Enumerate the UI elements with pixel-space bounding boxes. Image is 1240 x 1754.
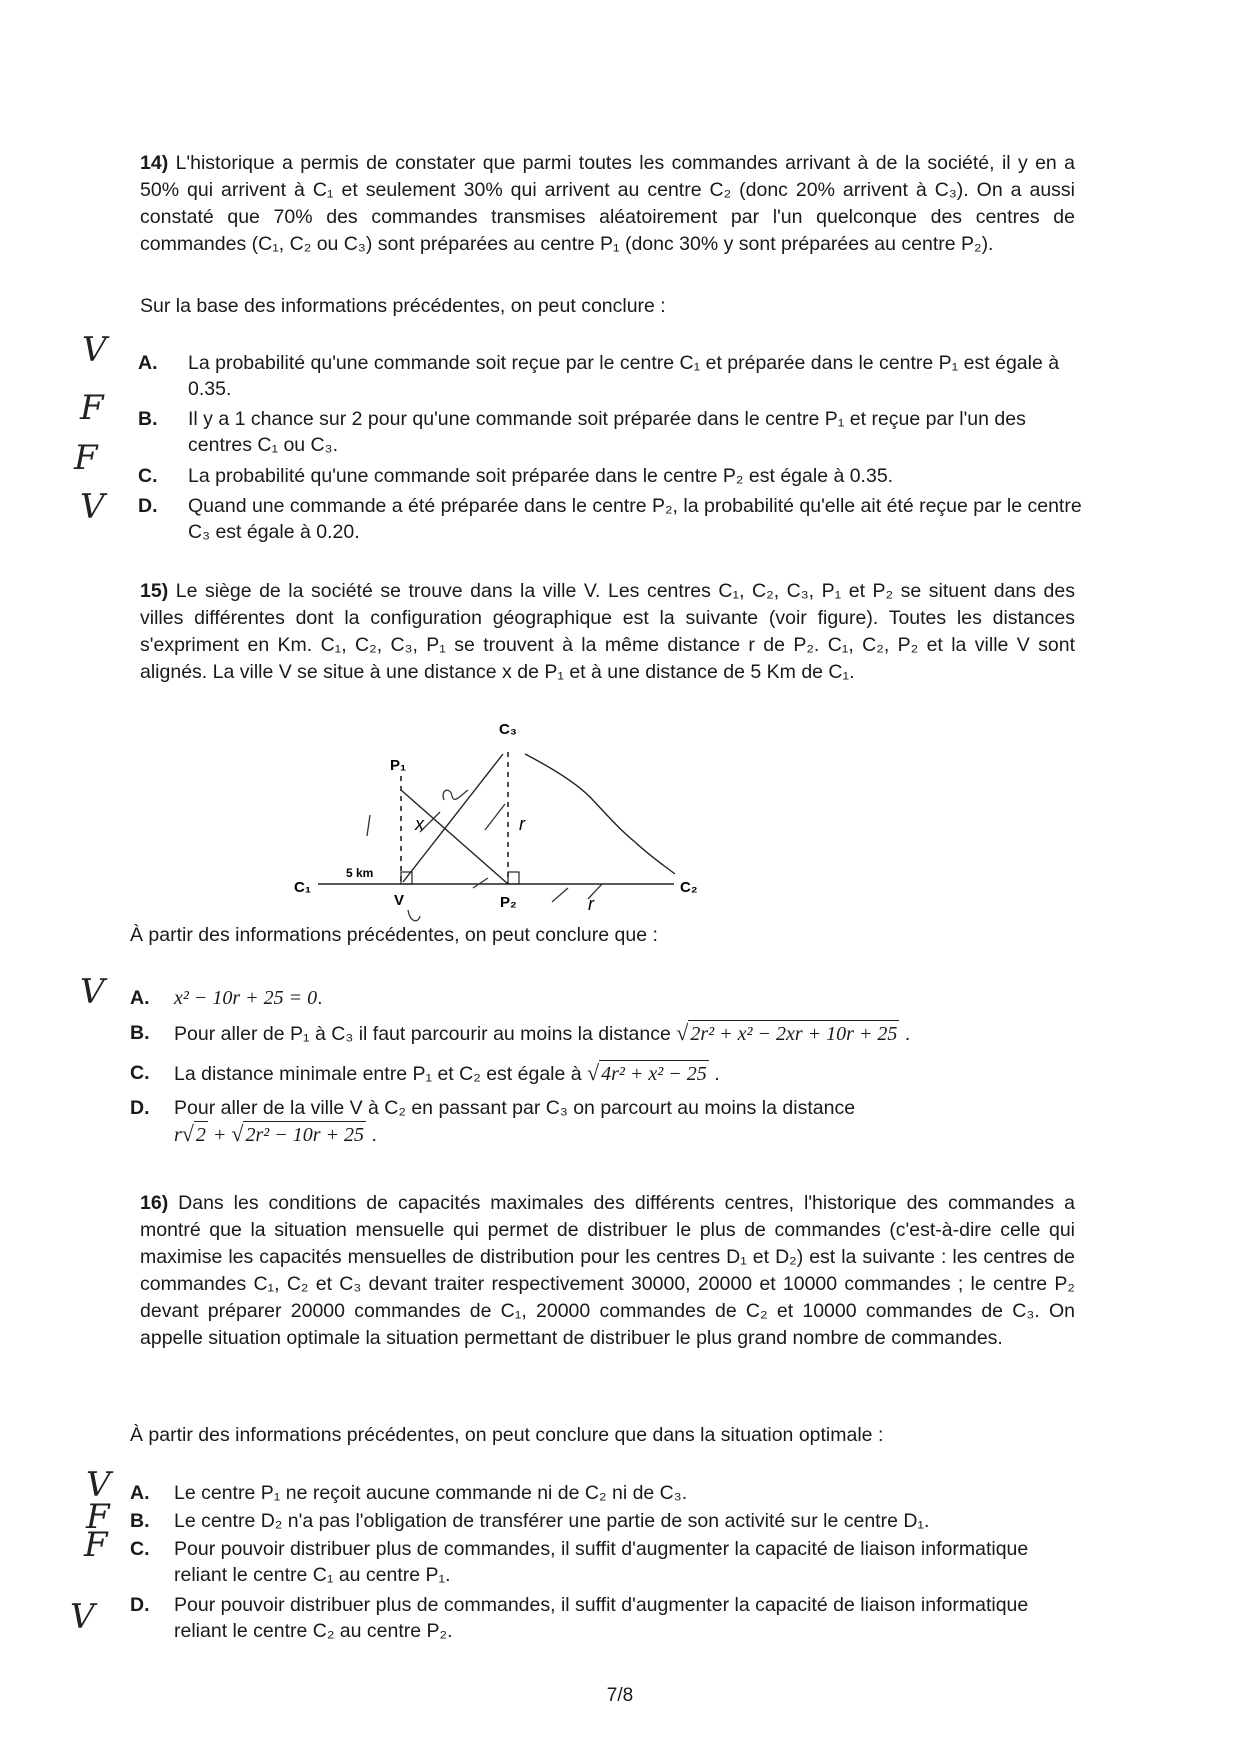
option-formula: 2r² − 10r + 25 bbox=[243, 1121, 366, 1148]
option-formula: x² − 10r + 25 = 0 bbox=[174, 987, 318, 1009]
option-text: Pour aller de P₁ à C₃ il faut parcourir au moins la distance bbox=[174, 1023, 677, 1045]
question-number: 16) bbox=[140, 1192, 169, 1214]
option-letter: A. bbox=[130, 1482, 150, 1504]
option-letter: A. bbox=[138, 352, 158, 374]
question-lead: À partir des informations précédentes, on peut conclure que dans la situation optimale : bbox=[130, 1424, 884, 1446]
label-x: x bbox=[415, 814, 424, 834]
answer-option[interactable] bbox=[130, 1480, 1075, 1506]
question-text: L'historique a permis de constater que parmi toutes les commandes arrivant à de la société, il y en a 50% qui arrivent à C₁ et seulement 30% qui arrivent au centre C₂ (donc 20% arrivent à C₃). On a aussi constaté que 70% des commandes transmises aléatoirement par l'un quelconque des centres de commandes (C₁, C₂ ou C₃) sont préparées au centre P₁ (donc 30% y sont préparées au centre P₂). bbox=[140, 152, 1075, 255]
question-text: Le siège de la société se trouve dans la ville V. Les centres C₁, C₂, C₃, P₁ et P₂ se situent dans des villes différentes dont la configuration géographique est la suivante (voir figure). Toutes les distances s'expriment en Km. C₁, C₂, C₃, P₁ se trouvent à la même distance r de P₂. C₁, C₂, P₂ et la ville V sont alignés. La ville V se situe à une distance x de P₁ et à une distance de 5 Km de C₁. bbox=[140, 580, 1075, 683]
option-text: Pour pouvoir distribuer plus de commandes, il suffit d'augmenter la capacité de liaison informatique reliant le centre C₁ au centre P₁. bbox=[174, 1538, 1029, 1586]
label-r-horizontal: r bbox=[588, 894, 594, 914]
handwritten-mark: V bbox=[80, 972, 105, 1012]
label-p2: P₂ bbox=[500, 894, 517, 911]
option-text: Il y a 1 chance sur 2 pour qu'une commande soit préparée dans le centre P₁ et reçue par l'un des centres C₁ ou C₃. bbox=[188, 408, 1026, 456]
handwritten-mark: F bbox=[84, 1525, 108, 1565]
answer-option[interactable] bbox=[130, 1592, 1075, 1644]
option-letter: D. bbox=[138, 495, 158, 517]
handwritten-mark: F bbox=[86, 1497, 110, 1537]
question-lead: À partir des informations précédentes, on peut conclure que : bbox=[130, 924, 658, 946]
question-number: 14) bbox=[140, 152, 169, 174]
option-letter: A. bbox=[130, 987, 150, 1009]
option-letter: C. bbox=[130, 1062, 150, 1084]
arc-c3-c2 bbox=[525, 754, 675, 874]
option-text: Pour pouvoir distribuer plus de commandes, il suffit d'augmenter la capacité de liaison informatique reliant le centre C₂ au centre P₂. bbox=[174, 1594, 1029, 1642]
label-v: V bbox=[394, 892, 405, 909]
question-15 bbox=[140, 578, 1075, 686]
option-letter: B. bbox=[130, 1510, 150, 1532]
handwritten-annotation bbox=[367, 790, 602, 902]
option-formula: 2r² + x² − 2xr + 10r + 25 bbox=[688, 1020, 899, 1047]
question-text: Dans les conditions de capacités maximales des différents centres, l'historique des commandes a montré que la situation mensuelle qui permet de distribuer le plus de commandes (c'est-à-dire celle qui maximise les capacités mensuelles de distribution pour les centres D₁ et D₂) est la suivante : les centres de commandes C₁, C₂ et C₃ devant traiter respectivement 30000, 20000 et 10000 commandes ; le centre P₂ devant préparer 20000 commandes de C₁, 20000 commandes de C₂ et 10000 commandes de C₃. On appelle situation optimale la situation permettant de distribuer le plus grand nombre de commandes. bbox=[140, 1192, 1075, 1349]
option-formula: 4r² + x² − 25 bbox=[599, 1060, 709, 1087]
answer-option[interactable] bbox=[138, 463, 1083, 489]
handwritten-mark: V bbox=[82, 330, 107, 370]
option-text: La probabilité qu'une commande soit reçue par le centre C₁ et préparée dans le centre P₁ est égale à 0.35. bbox=[188, 352, 1060, 400]
label-5km: 5 km bbox=[346, 866, 374, 880]
question-number: 15) bbox=[140, 580, 169, 602]
question-lead: Sur la base des informations précédentes, on peut conclure : bbox=[140, 295, 666, 317]
option-text: Le centre P₁ ne reçoit aucune commande ni de C₂ ni de C₃. bbox=[174, 1482, 688, 1504]
handwritten-mark: V bbox=[86, 1465, 111, 1505]
handwritten-mark: F bbox=[80, 388, 104, 428]
right-angle-p2 bbox=[508, 872, 519, 884]
answer-option[interactable] bbox=[138, 350, 1083, 402]
label-c3: C₃ bbox=[499, 721, 517, 738]
option-text: Pour aller de la ville V à C₂ en passant par C₃ on parcourt au moins la distance bbox=[174, 1097, 856, 1119]
answer-option[interactable] bbox=[130, 1536, 1075, 1588]
label-c1: C₁ bbox=[294, 879, 312, 896]
option-letter: B. bbox=[138, 408, 158, 430]
option-letter: C. bbox=[130, 1538, 150, 1560]
option-text: Le centre D₂ n'a pas l'obligation de transférer une partie de son activité sur le centre D₁. bbox=[174, 1510, 930, 1532]
label-c2: C₂ bbox=[680, 879, 698, 896]
handwritten-mark: F bbox=[74, 438, 98, 478]
option-letter: B. bbox=[130, 1022, 150, 1044]
option-text: La distance minimale entre P₁ et C₂ est égale à bbox=[174, 1063, 588, 1085]
option-letter: D. bbox=[130, 1594, 150, 1616]
line-p1-p2 bbox=[401, 790, 508, 884]
handwritten-annotation bbox=[386, 910, 420, 922]
answer-option[interactable]: D. Pour aller de la ville V à C₂ en passant par C₃ on parcourt au moins la distance r√ 2 + √ 2r² − 10r + 25 . bbox=[130, 1097, 856, 1146]
answer-option[interactable]: C. La distance minimale entre P₁ et C₂ est égale à √ 4r² + x² − 25 . bbox=[130, 1060, 720, 1085]
answer-option[interactable]: A. x² − 10r + 25 = 0. bbox=[130, 987, 323, 1009]
answer-option[interactable] bbox=[130, 1508, 1075, 1534]
geometry-figure bbox=[290, 712, 730, 922]
label-p1: P₁ bbox=[390, 757, 407, 774]
answer-option[interactable] bbox=[138, 406, 1083, 458]
label-r-vertical: r bbox=[519, 814, 525, 834]
option-text: Quand une commande a été préparée dans le centre P₂, la probabilité qu'elle ait été reçue par le centre C₃ est égale à 0.20. bbox=[188, 495, 1082, 543]
answer-option[interactable]: B. Pour aller de P₁ à C₃ il faut parcourir au moins la distance √ 2r² + x² − 2xr + 10r + 25 . bbox=[130, 1020, 911, 1045]
option-text: La probabilité qu'une commande soit préparée dans le centre P₂ est égale à 0.35. bbox=[188, 465, 894, 487]
answer-option[interactable] bbox=[138, 493, 1083, 545]
question-14 bbox=[140, 150, 1075, 258]
handwritten-mark: V bbox=[80, 487, 105, 527]
option-letter: D. bbox=[130, 1097, 150, 1119]
handwritten-mark: V bbox=[70, 1597, 95, 1637]
question-16 bbox=[140, 1190, 1075, 1352]
page-number: 7/8 bbox=[606, 1685, 634, 1706]
option-letter: C. bbox=[138, 465, 158, 487]
